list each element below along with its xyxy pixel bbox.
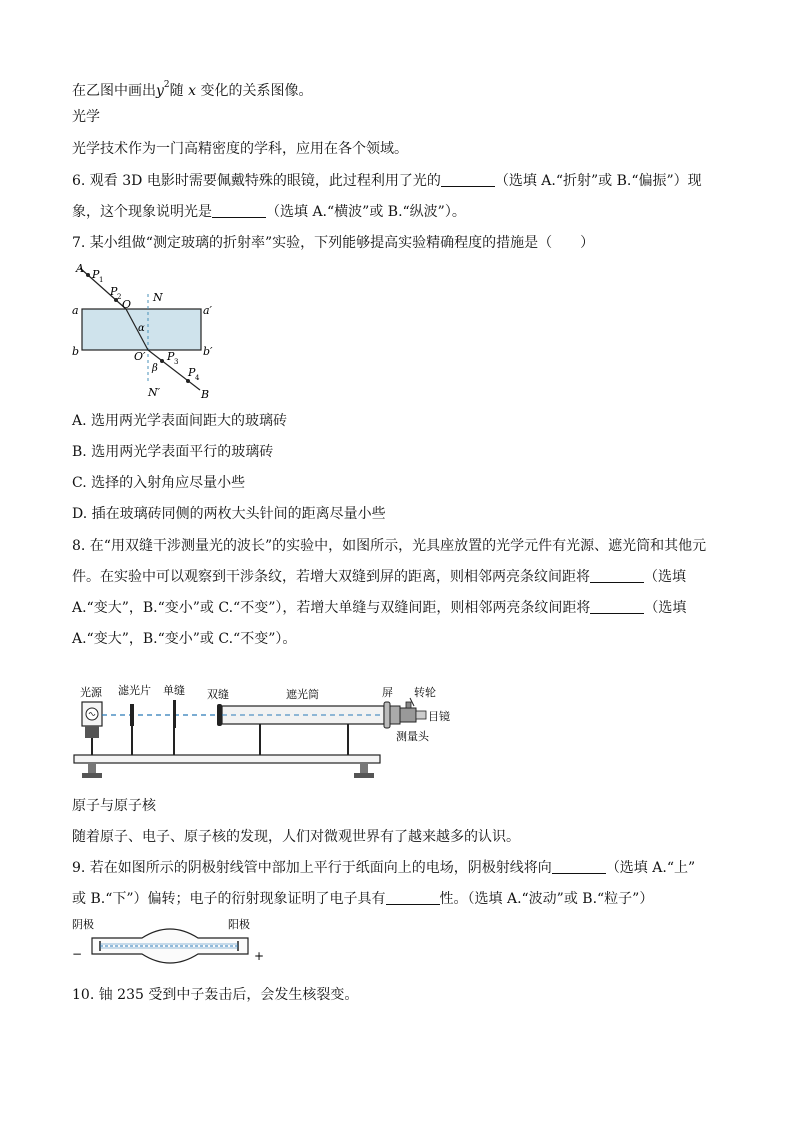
text: （选填 A.“横波”或 B.“纵波”）。 (266, 204, 466, 220)
label-N: N (153, 291, 163, 304)
filter (130, 704, 134, 726)
label-light-source: 光源 (80, 686, 102, 699)
single-slit (173, 700, 176, 728)
question-6-line-1 (72, 172, 702, 190)
question-6-line-2 (72, 203, 466, 221)
screen-holder (390, 706, 400, 724)
answer-blank[interactable] (552, 859, 606, 874)
text: A.“变大”，B.“变小”或 C.“不变”），若增大单缝与双缝间距，则相邻两亮条纹间距将 (72, 600, 591, 616)
bench-leg (360, 763, 368, 773)
plus-sign: + (254, 949, 265, 963)
label-measuring-head: 测量头 (396, 730, 429, 743)
var-x: x (188, 83, 197, 99)
label-O: O (122, 298, 132, 311)
question-8-line-4: A.“变大”，B.“变小”或 C.“不变”）。 (72, 631, 297, 647)
text: 在乙图中画出 (72, 83, 156, 99)
question-10: 10. 铀 235 受到中子轰击后，会发生核裂变。 (72, 987, 359, 1003)
answer-blank[interactable] (590, 599, 644, 614)
label-P1: P (92, 268, 100, 281)
measuring-head-figure (390, 684, 470, 744)
label-b: b (72, 345, 80, 358)
label-P3: P (167, 350, 175, 363)
option-b[interactable]: B. 选用两光学表面平行的玻璃砖 (72, 444, 274, 460)
text: 变化的关系图像。 (196, 83, 313, 99)
pin-p4 (186, 379, 190, 383)
label-anode: 阳极 (228, 918, 250, 931)
text: 随 (169, 83, 189, 99)
optical-bench (74, 755, 380, 763)
text: 6. 观看 3D 电影时需要佩戴特殊的眼镜，此过程利用了光的 (72, 173, 441, 189)
label-P2-sub: 2 (117, 293, 122, 301)
text: 性。（选填 A.“波动”或 B.“粒子”） (439, 891, 654, 907)
option-d[interactable]: D. 插在玻璃砖同侧的两枚大头针间的距离尽量小些 (72, 506, 386, 522)
bench-foot (82, 773, 102, 778)
label-eyepiece: 目镜 (428, 710, 450, 723)
label-cathode: 阴极 (72, 918, 94, 931)
label-beta: β (152, 363, 158, 374)
double-slit (217, 704, 222, 726)
eyepiece (416, 711, 426, 719)
intro-line (72, 76, 312, 100)
label-double-slit: 双缝 (207, 688, 229, 701)
text: （选填 (644, 569, 686, 585)
label-tube: 遮光筒 (286, 688, 319, 701)
text: （选填 (644, 600, 687, 616)
label-screen: 屏 (382, 686, 393, 699)
answer-blank[interactable] (212, 203, 266, 218)
label-a: a (72, 304, 79, 317)
label-P3-sub: 3 (174, 358, 179, 366)
question-8-line-2 (72, 568, 686, 586)
text: 象，这个现象说明光是 (72, 204, 212, 220)
minus-sign: − (72, 947, 83, 961)
question-8-line-3 (72, 599, 686, 617)
bench-foot (354, 773, 374, 778)
label-N-prime: N′ (148, 386, 161, 399)
label-B: B (201, 388, 210, 401)
text: 9. 若在如图所示的阴极射线管中部加上平行于纸面向上的电场，阴极射线将向 (72, 860, 552, 876)
label-a-prime: a′ (203, 304, 213, 317)
wheel-knob (406, 702, 411, 708)
section-heading-atom: 原子与原子核 (72, 798, 156, 814)
text: （选填 A.“上” (605, 860, 696, 876)
text: 或 B.“下”）偏转；电子的衍射现象证明了电子具有 (72, 891, 386, 907)
refraction-figure (66, 258, 226, 404)
option-a[interactable]: A. 选用两光学表面间距大的玻璃砖 (72, 413, 288, 429)
label-P4: P (188, 366, 196, 379)
var-y: y (156, 83, 164, 99)
optics-intro: 光学技术作为一门高精密度的学科，应用在各个领域。 (72, 141, 408, 157)
pin-p1 (86, 273, 90, 277)
measuring-head (400, 708, 416, 722)
label-P1-sub: 1 (99, 276, 104, 284)
option-c[interactable]: C. 选择的入射角应尽量小些 (72, 475, 246, 491)
cathode-ray-tube-figure (70, 914, 270, 976)
section-heading-optics: 光学 (72, 109, 100, 125)
double-slit-apparatus-figure (70, 680, 393, 790)
answer-blank[interactable] (386, 890, 440, 905)
question-9-line-1 (72, 859, 695, 877)
atom-intro: 随着原子、电子、原子核的发现，人们对微观世界有了越来越多的认识。 (72, 829, 520, 845)
text: （选填 A.“折射”或 B.“偏振”）现 (494, 173, 702, 189)
label-b-prime: b′ (203, 345, 213, 358)
label-single-slit: 单缝 (163, 684, 185, 697)
label-A: A (76, 262, 84, 275)
label-wheel: 转轮 (414, 686, 436, 699)
label-alpha: α (138, 323, 145, 334)
text: 件。在实验中可以观察到干涉条纹，若增大双缝到屏的距离，则相邻两亮条纹间距将 (72, 569, 590, 585)
label-O-prime: O′ (134, 350, 146, 363)
answer-blank[interactable] (441, 172, 495, 187)
pin-p3 (160, 359, 164, 363)
question-8-line-1: 8. 在“用双缝干涉测量光的波长”的实验中，如图所示，光具座放置的光学元件有光源、遮光筒和其他元 (72, 538, 707, 554)
label-filter: 滤光片 (118, 684, 151, 697)
question-9-line-2 (72, 890, 653, 908)
bench-leg (88, 763, 96, 773)
label-P2: P (110, 285, 118, 298)
question-7-stem: 7. 某小组做“测定玻璃的折射率”实验，下列能够提高实验精确程度的措施是（ ） (72, 235, 595, 251)
answer-blank[interactable] (590, 568, 644, 583)
label-P4-sub: 4 (195, 374, 200, 382)
superscript: 2 (163, 80, 170, 90)
source-stand (85, 726, 99, 738)
